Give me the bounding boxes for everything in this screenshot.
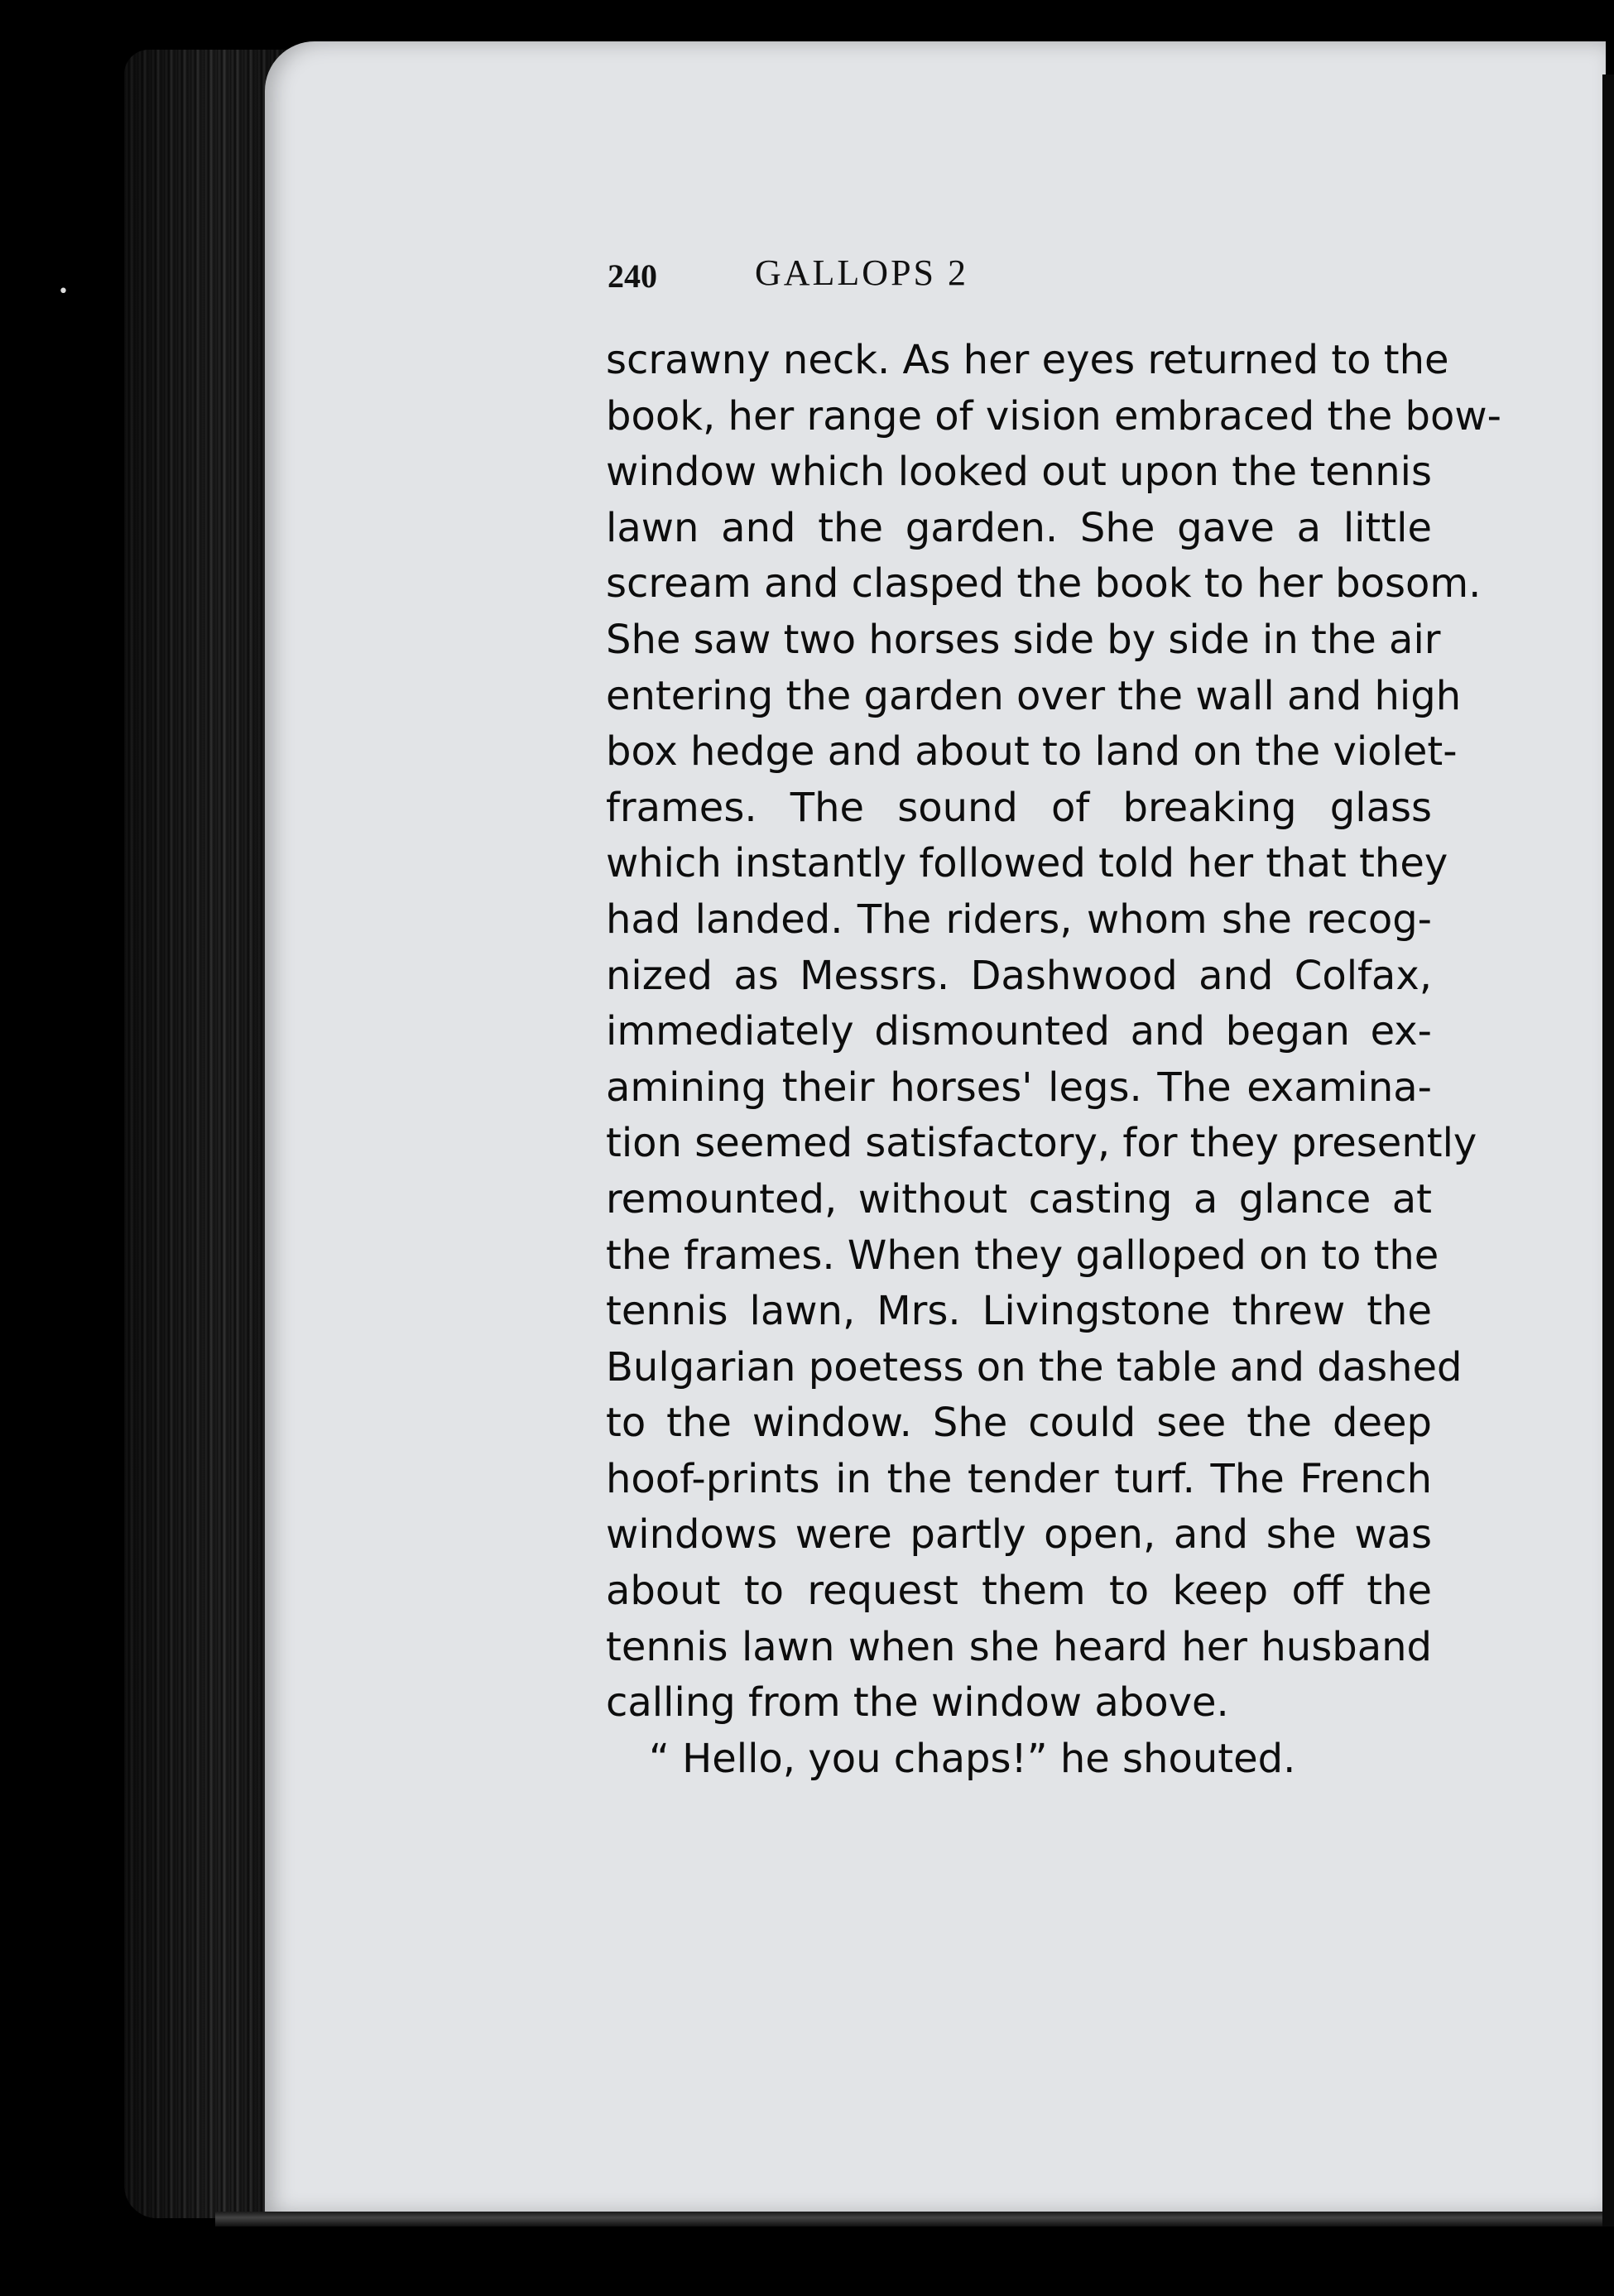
text-line: the frames. When they galloped on to the — [606, 1232, 1439, 1279]
text-line: She saw two horses side by side in the air — [606, 616, 1441, 663]
text-line: to the window. She could see the deep — [606, 1400, 1432, 1447]
text-line: nized as Messrs. Dashwood and Colfax, — [606, 952, 1432, 999]
text-line: amining their horses' legs. The examina- — [606, 1064, 1432, 1111]
text-line: box hedge and about to land on the violet- — [606, 728, 1458, 776]
text-line: tion seemed satisfactory, for they presently — [606, 1120, 1477, 1167]
text-line: immediately dismounted and began ex- — [606, 1008, 1432, 1055]
text-line: “ Hello, you chaps!” he shouted. — [649, 1735, 1296, 1782]
text-line: entering the garden over the wall and high — [606, 672, 1462, 719]
text-line: tennis lawn when she heard her husband — [606, 1623, 1432, 1670]
running-head — [608, 248, 1146, 306]
text-line: Bulgarian poetess on the table and dashed — [606, 1343, 1463, 1391]
text-line: about to request them to keep off the — [606, 1568, 1432, 1615]
scan-speck-mark: • — [58, 281, 69, 302]
page-number: 240 — [608, 257, 657, 295]
running-title: GALLOPS 2 — [755, 252, 969, 293]
text-line: had landed. The riders, whom she recog- — [606, 896, 1432, 943]
text-line: book, her range of vision embraced the bow- — [606, 392, 1501, 440]
text-line: scream and clasped the book to her bosom. — [606, 560, 1482, 608]
text-line: windows were partly open, and she was — [606, 1511, 1432, 1559]
text-line: which instantly followed told her that they — [606, 840, 1448, 887]
text-line: hoof-prints in the tender turf. The French — [606, 1455, 1432, 1502]
text-line: frames. The sound of breaking glass — [606, 784, 1432, 831]
text-line: scrawny neck. As her eyes returned to the — [606, 337, 1449, 383]
text-line: lawn and the garden. She gave a little — [606, 504, 1432, 551]
page-bottom-edge — [215, 2212, 1614, 2226]
text-line: calling from the window above. — [606, 1679, 1229, 1727]
text-line: remounted, without casting a glance at — [606, 1175, 1432, 1222]
text-line: window which looked out upon the tennis — [606, 449, 1432, 496]
right-scan-border — [1602, 74, 1614, 2226]
text-line: tennis lawn, Mrs. Livingstone threw the — [606, 1288, 1432, 1335]
page-body-text — [606, 333, 1501, 1787]
